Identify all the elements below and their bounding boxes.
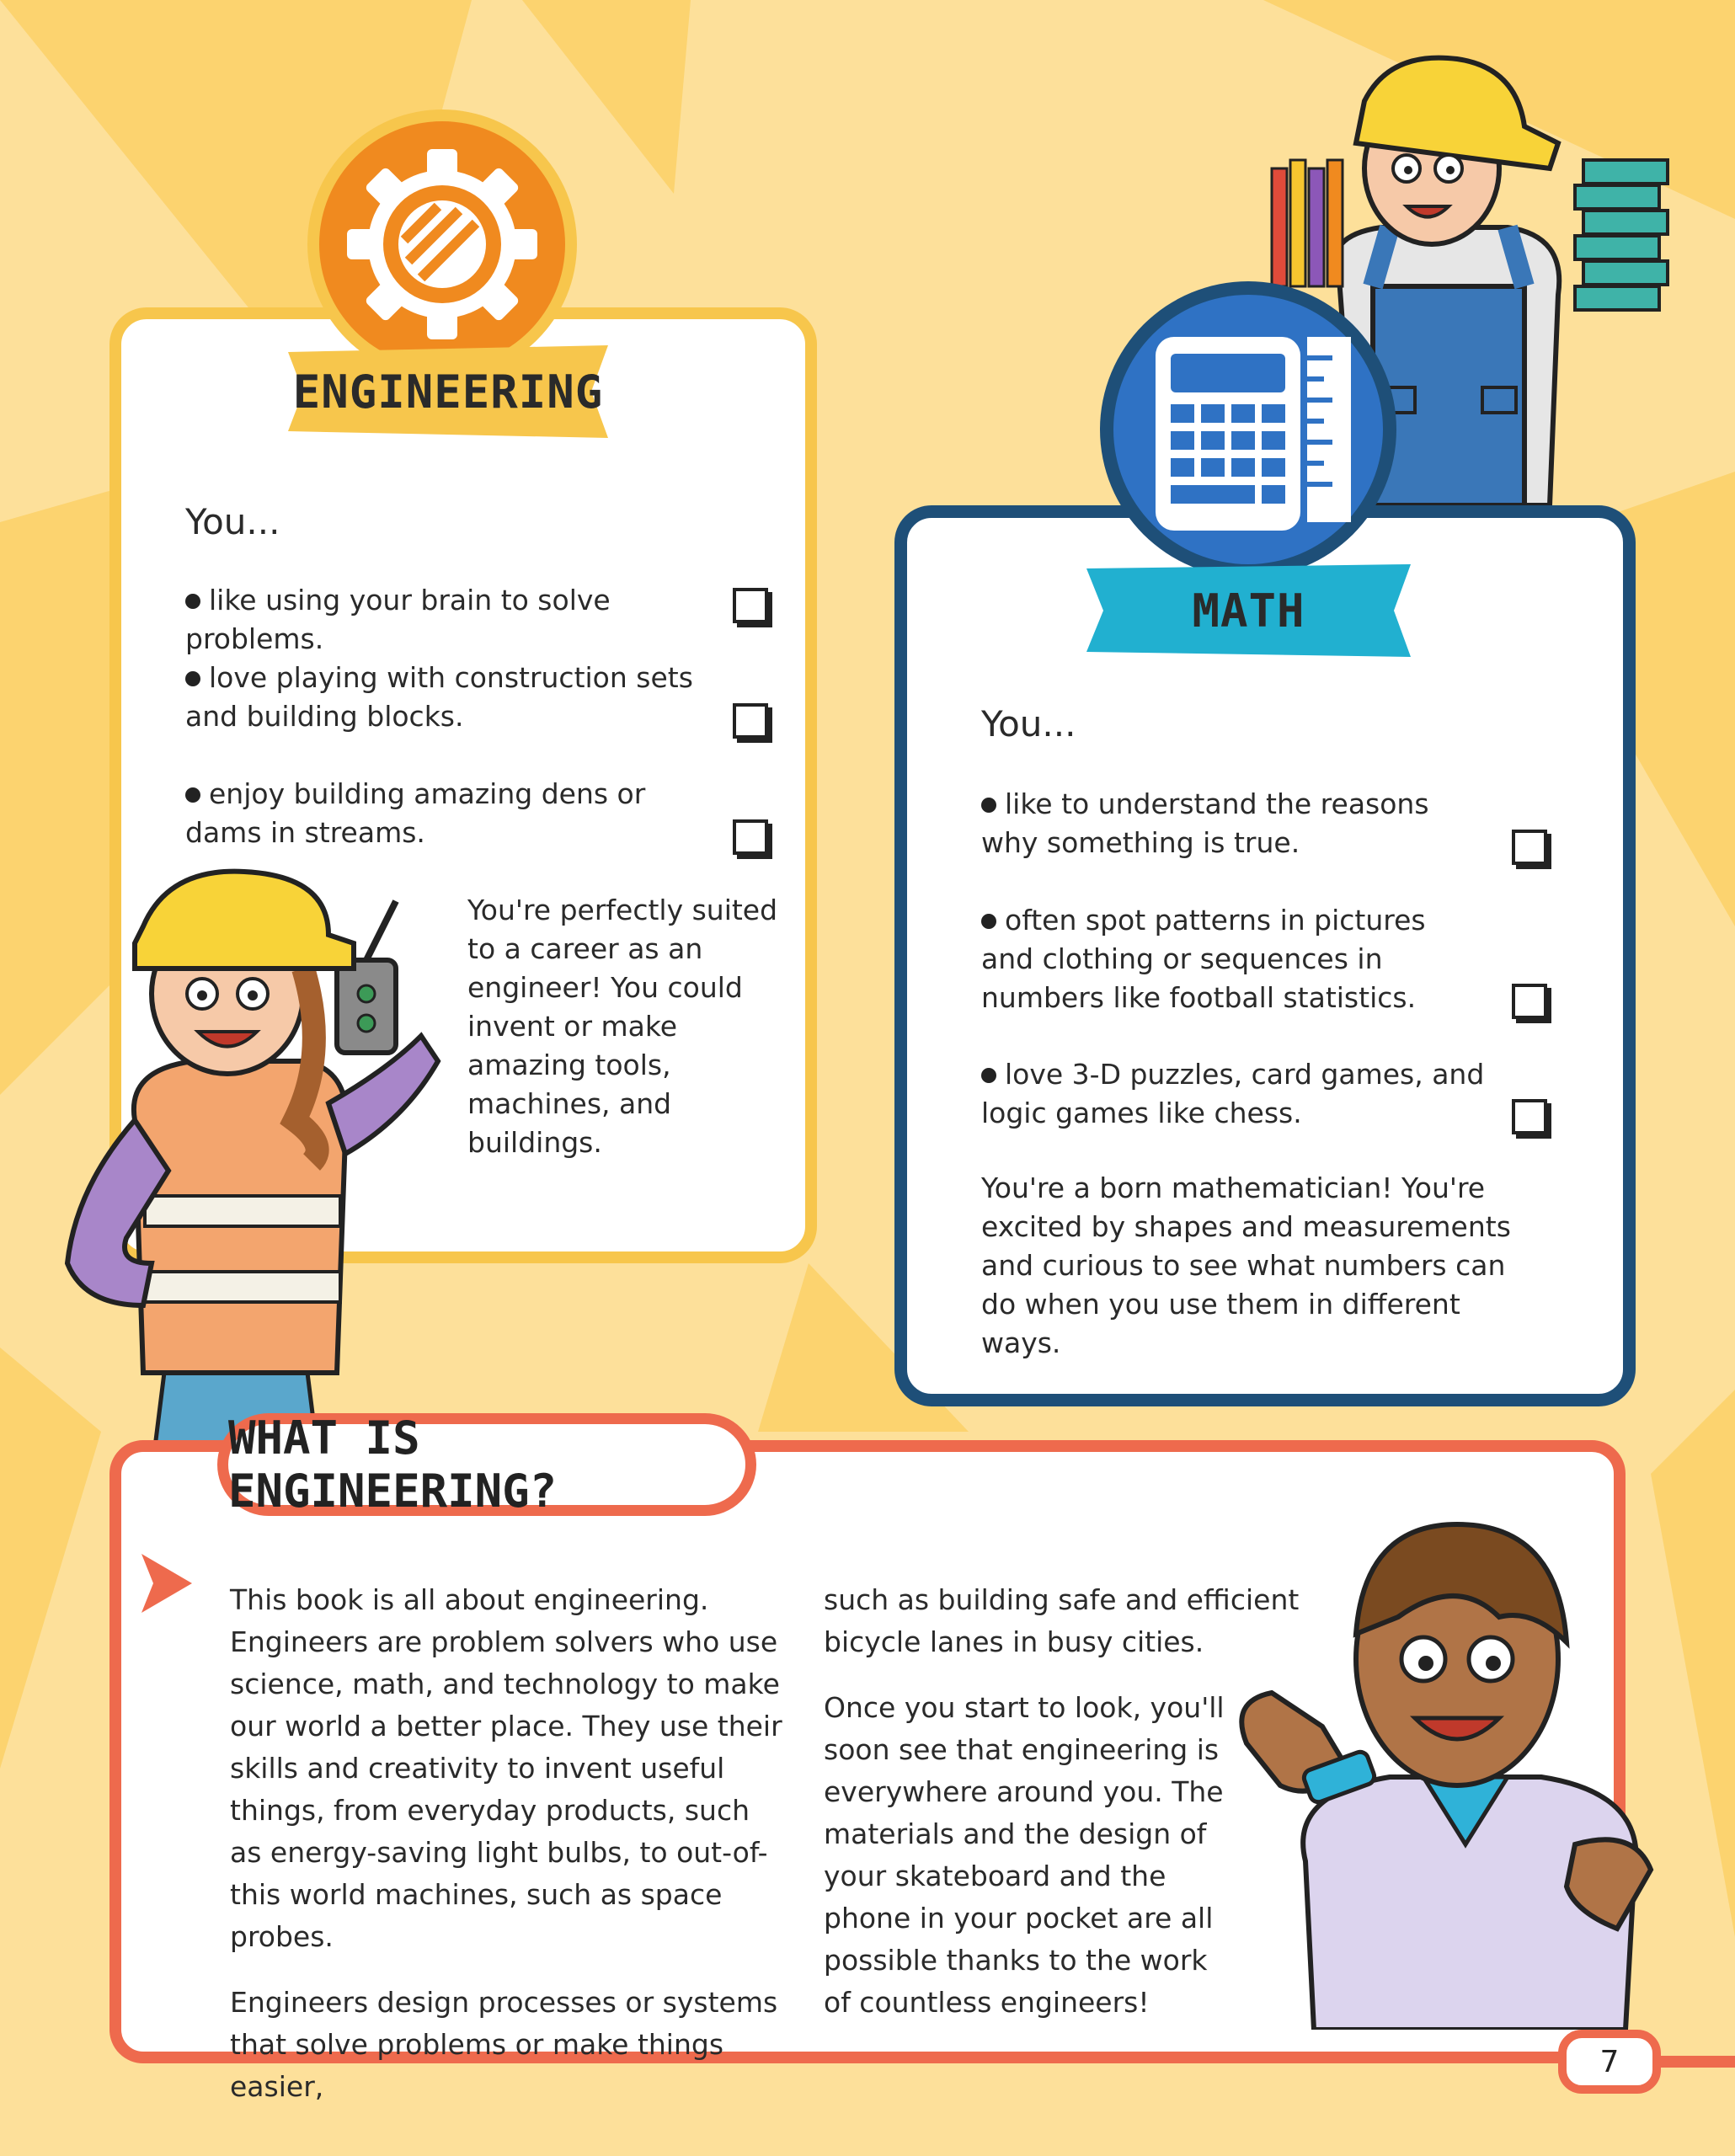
what-is-paragraph: such as building safe and efficient bicycle lanes in busy cities. — [824, 1583, 1300, 1658]
calculator-icon — [1097, 278, 1400, 581]
what-is-column-1 — [230, 1579, 786, 2132]
math-item-2: often spot patterns in pictures and clothing or sequences in numbers like football statistics. — [981, 904, 1426, 1014]
math-title: MATH — [1192, 584, 1305, 638]
what-is-engineering-title: WHAT IS ENGINEERING? — [217, 1413, 756, 1516]
what-is-paragraph: Once you start to look, you'll soon see that engineering is everywhere around you. The materials and the design of your skateboard and the phone in your pocket are all possible thanks to the work of countless engineers! — [824, 1691, 1225, 2019]
bullet-icon — [981, 1068, 996, 1083]
gear-icon — [303, 105, 581, 383]
page-number: 7 — [1558, 2030, 1661, 2094]
math-item-1: like to understand the reasons why something is true. — [981, 787, 1429, 859]
bullet-icon — [981, 798, 996, 813]
math-checkbox-3[interactable] — [1512, 1099, 1547, 1134]
engineering-result: You're perfectly suited to a career as an engineer! You could invent or make amazing tools, machines, and buildings. — [467, 894, 778, 1159]
engineering-you-label: You... — [185, 501, 280, 542]
math-banner — [1086, 564, 1411, 657]
engineering-item-1: like using your brain to solve problems. — [185, 584, 611, 655]
engineer-person-illustration — [1179, 1491, 1701, 2030]
engineering-item-2: love playing with construction sets and building blocks. — [185, 661, 693, 733]
bullet-icon — [981, 914, 996, 929]
engineer-girl-illustration — [51, 867, 455, 1474]
ruler-icon — [1307, 337, 1351, 522]
math-checkbox-2[interactable] — [1512, 984, 1547, 1019]
what-is-paragraph: This book is all about engineering. Engineers are problem solvers who use science, math, and technology to make our world a better place. They use their skills and creativity to invent useful things, from everyday products, such as energy-saving light bulbs, to out-of-this world machines, such as space probes. — [230, 1583, 782, 1953]
bullet-icon — [185, 671, 200, 686]
bullet-icon — [185, 787, 200, 803]
math-result: You're a born mathematician! You're excited by shapes and measurements and curious to see what numbers can do when you use them in different ways. — [981, 1171, 1511, 1359]
engineering-title: ENGINEERING — [292, 365, 604, 419]
what-is-paragraph: Engineers design processes or systems that solve problems or make things easier, — [230, 1986, 778, 2103]
engineering-banner — [288, 345, 608, 438]
math-you-label: You... — [981, 703, 1076, 744]
engineering-checkbox-1[interactable] — [733, 588, 768, 623]
engineering-checkbox-3[interactable] — [733, 819, 768, 855]
arrow-right-icon — [141, 1554, 192, 1613]
bullet-icon — [185, 594, 200, 609]
engineering-checkbox-2[interactable] — [733, 703, 768, 739]
engineering-item-3: enjoy building amazing dens or dams in streams. — [185, 777, 646, 849]
math-item-3: love 3-D puzzles, card games, and logic games like chess. — [981, 1058, 1485, 1129]
math-checkbox-1[interactable] — [1512, 830, 1547, 865]
